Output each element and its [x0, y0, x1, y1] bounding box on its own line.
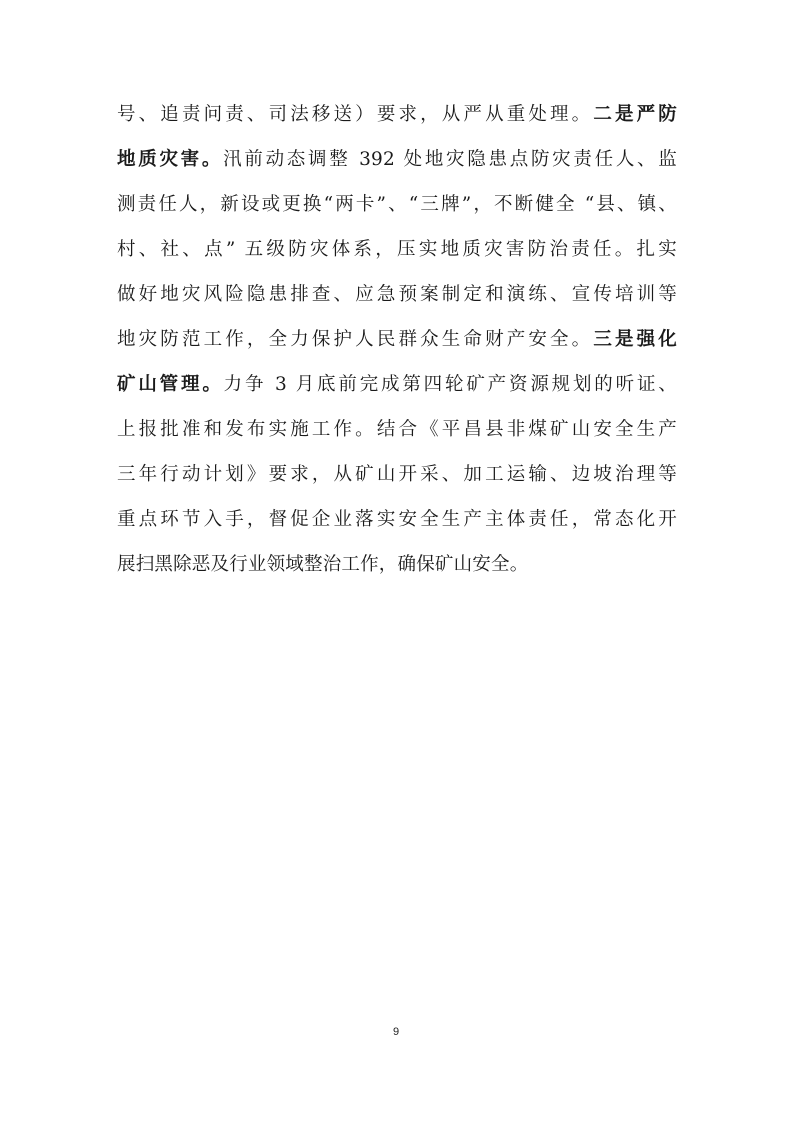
line-6-text: 地灾防范工作，全力保护人民群众生命财产安全。: [117, 329, 594, 350]
line-11-text: 展扫黑除恶及行业领域整治工作，确保矿山安全。: [117, 554, 529, 575]
line-9-text: 三年行动计划》要求，从矿山开采、加工运输、边坡治理等: [117, 464, 677, 485]
line-6-bold-heading: 三是强化: [593, 329, 677, 350]
body-line-8: [117, 412, 677, 448]
line-8-text: 上报批准和发布实施工作。结合《平昌县非煤矿山安全生产: [117, 419, 677, 440]
body-line-10: [117, 502, 677, 538]
body-line-11: [117, 547, 677, 583]
line-2-text: 汛前动态调整 392 处地灾隐患点防灾责任人、监: [223, 149, 677, 170]
line-5-text: 做好地灾风险隐患排查、应急预案制定和演练、宣传培训等: [117, 284, 677, 305]
body-line-5: [117, 277, 677, 313]
body-line-1: [117, 97, 677, 133]
line-10-text: 重点环节入手，督促企业落实安全生产主体责任，常态化开: [117, 509, 677, 530]
line-7-bold-heading: 矿山管理。: [117, 374, 224, 395]
line-1-bold-heading: 二是严防: [593, 104, 677, 125]
body-line-6: [117, 322, 677, 358]
page-number: 9: [392, 1026, 400, 1038]
line-1-text: 号、追责问责、司法移送）要求，从严从重处理。: [117, 104, 594, 125]
line-4-text: 村、社、点” 五级防灾体系，压实地质灾害防治责任。扎实: [117, 239, 677, 260]
body-line-4: [117, 232, 677, 268]
line-3-text: 测责任人，新设或更换“两卡”、“三牌”，不断健全 “县、镇、: [117, 194, 677, 215]
body-line-2: [117, 142, 677, 178]
line-2-bold-heading: 地质灾害。: [117, 149, 224, 170]
body-line-9: [117, 457, 677, 493]
body-line-7: [117, 367, 677, 403]
body-line-3: [117, 187, 677, 223]
line-7-text: 力争 3 月底前完成第四轮矿产资源规划的听证、: [223, 374, 677, 395]
